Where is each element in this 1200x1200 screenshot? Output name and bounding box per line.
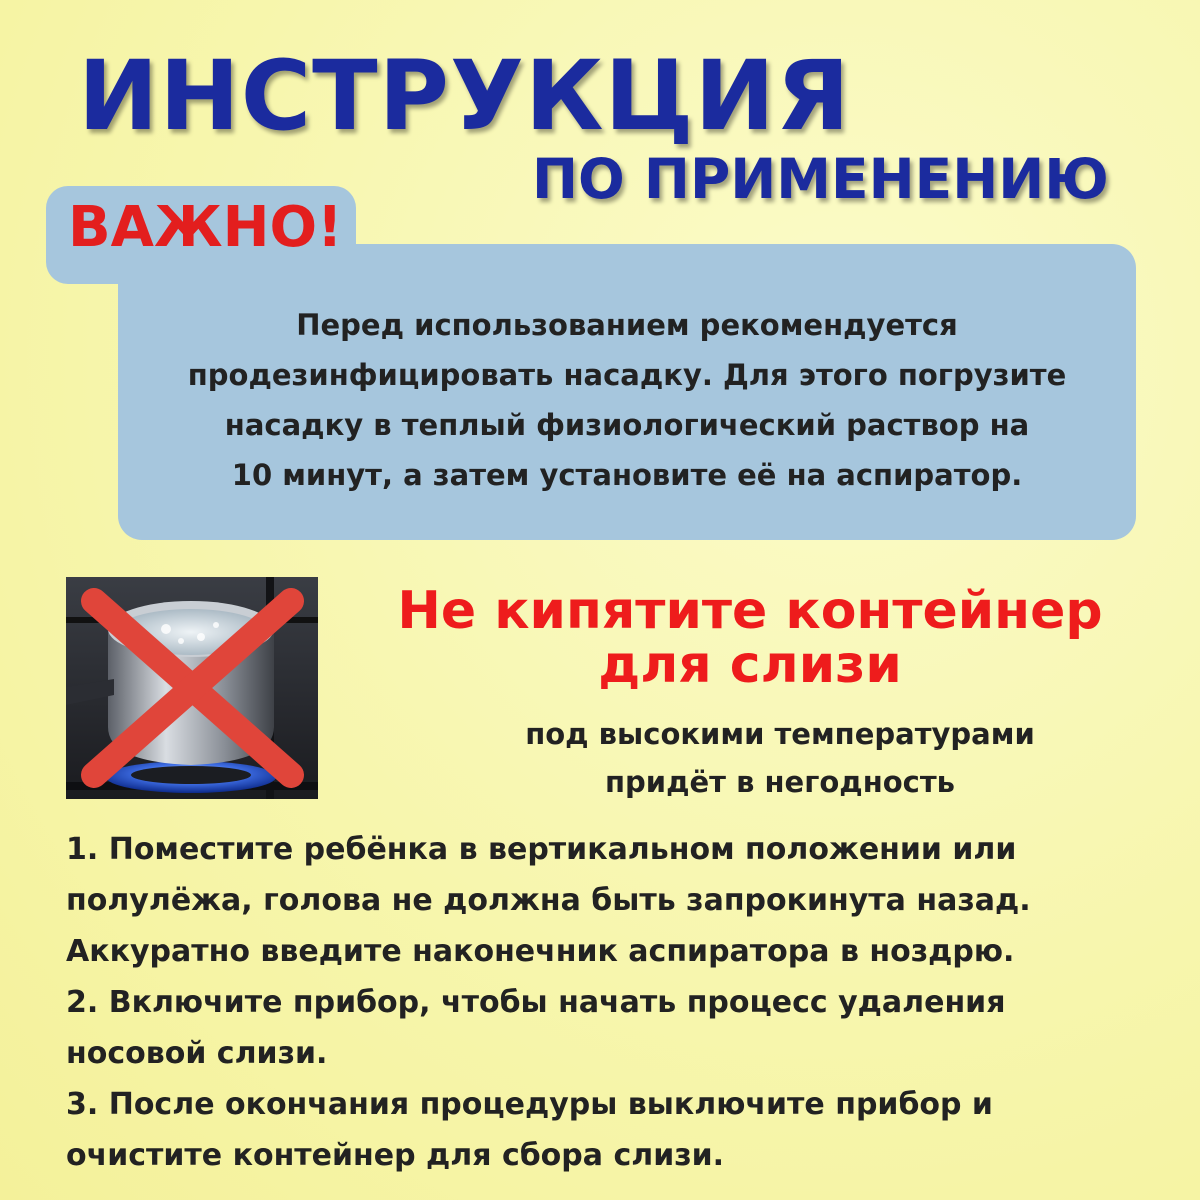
page-title: ИНСТРУКЦИЯ [78, 40, 851, 152]
important-info-text [118, 300, 1136, 500]
step-line: очистите контейнер для сбора слизи. [66, 1138, 725, 1173]
info-line: 10 минут, а затем установите её на аспиратор. [231, 458, 1023, 492]
warning-title-line: для слизи [598, 635, 902, 695]
info-line: Перед использованием рекомендуется [296, 308, 958, 342]
page-subtitle: ПО ПРИМЕНЕНИЮ [532, 147, 1109, 211]
step-line: 2. Включите прибор, чтобы начать процесс удаления [66, 985, 1006, 1020]
important-label: ВАЖНО! [68, 195, 343, 260]
warning-sub-line: под высокими температурами [525, 717, 1035, 751]
warning-subtext [420, 710, 1140, 806]
step-line: Аккуратно введите наконечник аспиратора в ноздрю. [66, 934, 1015, 969]
pot-on-stove-crossed-out-icon [66, 577, 318, 799]
instruction-steps [66, 824, 1176, 1181]
step-line: 1. Поместите ребёнка в вертикальном положении или [66, 832, 1017, 867]
warning-title [330, 581, 1170, 695]
info-line: насадку в теплый физиологический раствор на [224, 408, 1030, 442]
step-line: 3. После окончания процедуры выключите прибор и [66, 1087, 993, 1122]
step-line: носовой слизи. [66, 1036, 328, 1071]
warning-sub-line: придёт в негодность [604, 765, 956, 799]
warning-title-line: Не кипятите контейнер [397, 581, 1103, 641]
step-line: полулёжа, голова не должна быть запрокинута назад. [66, 883, 1031, 918]
info-line: продезинфицировать насадку. Для этого погрузите [187, 358, 1067, 392]
